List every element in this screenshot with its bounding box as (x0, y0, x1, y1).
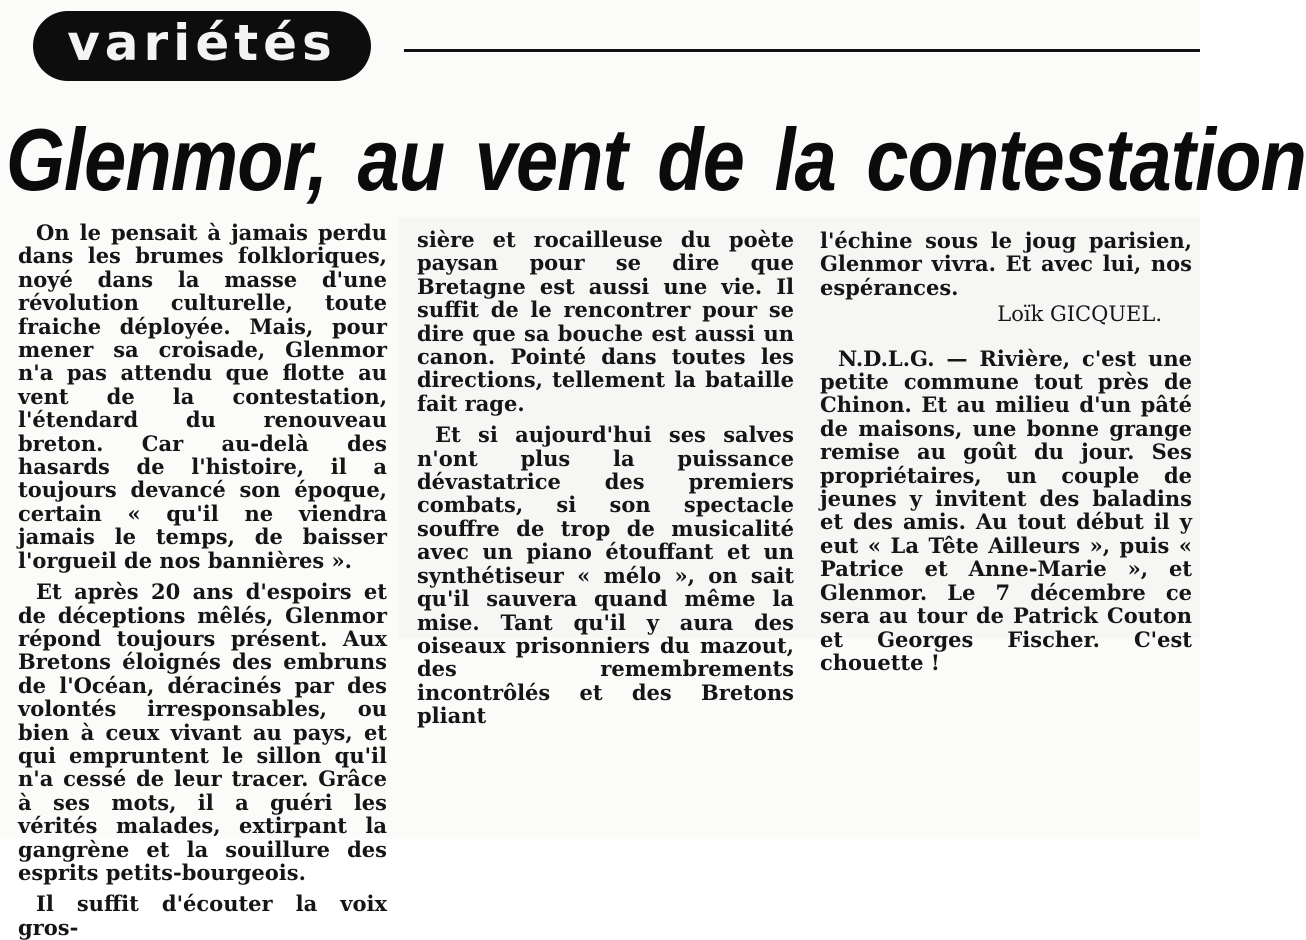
author-signature: Loïk GICQUEL. (997, 302, 1162, 327)
paragraph: l'échine sous le joug parisien, Glenmor vivra. Et avec lui, nos espérances. (820, 228, 1192, 300)
header-rule (404, 49, 1200, 52)
paragraph: On le pensait à jamais perdu dans les brumes folkloriques, noyé dans la masse d'une révolution culturelle, toute fraiche déployée. Mais, pour mener sa croisade, Glenmor n'a pas attendu que flotte au vent de la contestation, l'étendard du renouveau breton. Car au-delà des hasards de l'histoire, il a toujours devancé son époque, certain « qu'il ne viendra jamais le temps, de baisser l'orgueil de nos bannières ». (18, 220, 387, 573)
article-column-3 (820, 229, 1192, 674)
section-tag (33, 11, 371, 81)
editor-note: N.D.L.G. — Rivière, c'est une petite commune tout près de Chinon. Et au milieu d'un pâté de maisons, une bonne grange remise au goût du jour. Ses propriétaires, un couple de jeunes y invitent des baladins et des amis. Au tout début il y eut « La Tête Ailleurs », puis « Patrice et Anne-Marie », et Glenmor. Le 7 décembre ce sera au tour de Patrick Couton et Georges Fischer. C'est chouette ! (820, 345, 1192, 675)
paragraph: Et après 20 ans d'espoirs et de déceptions mêlés, Glenmor répond toujours présent. Aux Bretons éloignés des embruns de l'Océan, déracinés par des volontés irresponsables, ou bien à ceux vivant au pays, et qui empruntent le sillon qu'il n'a cessé de leur tracer. Grâce à ses mots, il a guéri les vérités malades, extirpant la gangrène et la souillure des esprits petits-bourgeois. (18, 579, 387, 885)
paragraph: sière et rocailleuse du poète paysan pour se dire que Bretagne est aussi une vie. Il suffit de le rencontrer pour se dire que sa bouche est aussi un canon. Pointé dans toutes les directions, tellement la bataille fait rage. (417, 227, 794, 416)
article-column-1 (18, 221, 387, 939)
paragraph: Il suffit d'écouter la voix gros- (18, 891, 387, 940)
headline: Glenmor, au vent de la contestation (6, 110, 1306, 209)
paragraph: Et si aujourd'hui ses salves n'ont plus la puissance dévastatrice des premiers combats, si son spectacle souffre de trop de musicalité avec un piano étouffant et un synthétiseur « mélo », on sait qu'il sauvera quand même la mise. Tant qu'il y aura des oiseaux prisonniers du mazout, des remembrements incontrôlés et des Bretons pliant (417, 422, 794, 729)
section-tag-label: variétés (67, 14, 337, 72)
article-column-2 (417, 228, 794, 728)
